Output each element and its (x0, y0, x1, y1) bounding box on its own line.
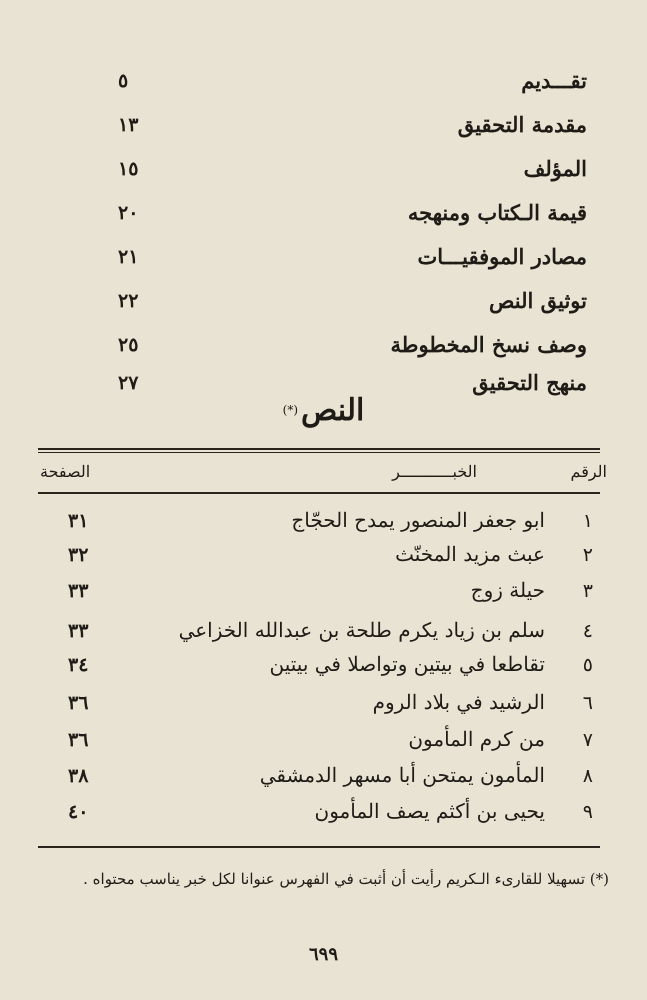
section-heading (0, 393, 647, 428)
front-matter-item (0, 332, 647, 372)
front-matter-item (0, 288, 647, 328)
section-title: النص (301, 393, 365, 428)
footnote-marker: (*) (282, 402, 299, 417)
front-matter-title: مقدمة التحقيق (457, 112, 587, 137)
table-row (0, 799, 647, 835)
front-matter-item (0, 112, 647, 152)
front-matter-page: ١٥ (118, 158, 139, 180)
table-top-rule-thin (38, 452, 600, 453)
table-row (0, 508, 647, 544)
front-matter-title: وصف نسخ المخطوطة (390, 332, 587, 357)
entry-page: ٣٨ (68, 765, 89, 787)
front-matter-title: منهج التحقيق (472, 370, 587, 395)
table-row (0, 690, 647, 726)
entry-number: ١ (582, 510, 593, 532)
table-top-rule (38, 448, 600, 450)
entry-page: ٣٦ (68, 729, 89, 751)
front-matter-item (0, 200, 647, 240)
front-matter-title: المؤلف (523, 156, 587, 181)
entry-number: ٣ (582, 580, 593, 602)
entry-page: ٣٣ (68, 580, 89, 602)
entry-page: ٣٦ (68, 692, 89, 714)
table-bottom-rule (38, 846, 600, 848)
front-matter-title: تقـــديم (521, 68, 587, 93)
front-matter-page: ٢١ (118, 246, 139, 268)
entry-page: ٣٢ (68, 544, 89, 566)
entry-number: ٢ (582, 544, 593, 566)
front-matter-item (0, 156, 647, 196)
column-header-number: الرقم (570, 462, 607, 481)
entry-title: المأمون يمتحن أبا مسهر الدمشقي (259, 763, 545, 787)
table-row (0, 763, 647, 799)
entry-title: ابو جعفر المنصور يمدح الحجّاج (291, 508, 545, 532)
front-matter-page: ١٣ (118, 114, 139, 136)
entry-page: ٣١ (68, 510, 89, 532)
front-matter-page: ٥ (118, 70, 129, 92)
entry-title: حيلة زوج (470, 578, 545, 602)
table-row (0, 727, 647, 763)
entry-title: سلم بن زياد يكرم طلحة بن عبدالله الخزاعي (178, 618, 545, 642)
entry-title: من كرم المأمون (408, 727, 545, 751)
table-row (0, 578, 647, 614)
entry-number: ٨ (582, 765, 593, 787)
entry-title: يحيى بن أكثم يصف المأمون (314, 799, 545, 823)
front-matter-title: مصادر الموفقيـــات (417, 244, 587, 269)
front-matter-page: ٢٧ (118, 372, 139, 394)
entry-title: تقاطعا في بيتين وتواصلا في بيتين (269, 652, 545, 676)
column-header-page: الصفحة (40, 462, 91, 481)
front-matter-page: ٢٥ (118, 334, 139, 356)
entry-number: ٧ (582, 729, 593, 751)
entry-title: الرشيد في بلاد الروم (372, 690, 545, 714)
header-bottom-rule (38, 492, 600, 494)
entry-page: ٤٠ (68, 801, 89, 823)
entry-number: ٥ (582, 654, 593, 676)
column-header-item: الخبـــــــــــر (392, 462, 477, 481)
entry-number: ٤ (582, 620, 593, 642)
entry-number: ٦ (582, 692, 593, 714)
front-matter-item (0, 244, 647, 284)
front-matter-title: قيمة الـكتاب ومنهجه (407, 200, 587, 225)
entry-page: ٣٣ (68, 620, 89, 642)
entry-page: ٣٤ (68, 654, 89, 676)
entry-number: ٩ (582, 801, 593, 823)
table-row (0, 652, 647, 688)
front-matter-item (0, 68, 647, 108)
front-matter-title: توثيق النص (489, 288, 587, 313)
entry-title: عبث مزيد المخنّث (395, 542, 545, 566)
table-row (0, 618, 647, 654)
footnote: (*) تسهيلا للقارىء الـكريم رأيت أن أثبت في الفهرس عنوانا لكل خبر يناسب محتواه . (83, 870, 609, 888)
table-row (0, 542, 647, 578)
page-number: ٦٩٩ (308, 944, 338, 965)
front-matter-page: ٢٢ (118, 290, 139, 312)
front-matter-page: ٢٠ (118, 202, 139, 224)
